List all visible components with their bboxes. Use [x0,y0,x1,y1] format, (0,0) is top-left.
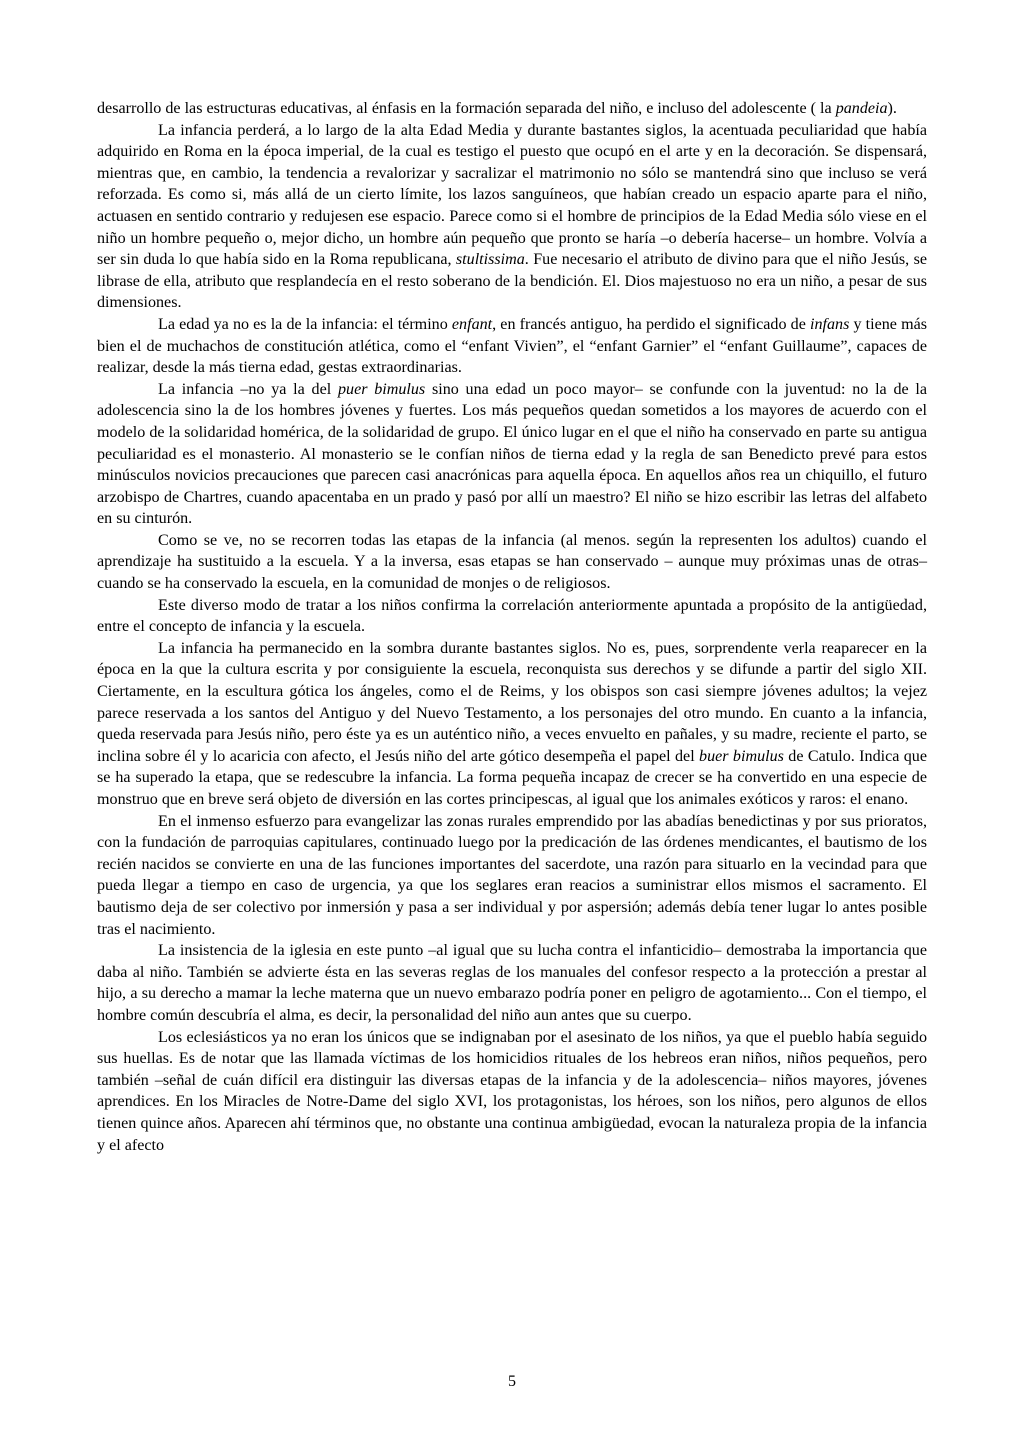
paragraph-2-text: . Fue necesario el atributo de divino para que el niño Jesús, se librase de ella, atributo que resplandecía en el resto soberano de la bendición. El. Dios majestuoso no era un niño, a pesar de sus dimensiones. [97,251,927,312]
italic-term-pandeia: pandeia [835,100,888,117]
paragraph-4-text: sino una edad un poco mayor– se confunde con la juventud: no la de la adolescencia sino la de los hombres jóvenes y fuertes. Los más pequeños quedan sometidos a los mayores de acuerdo con el modelo de la solidaridad homérica, de la solidaridad de grupo. El único lugar en el que el niño ha conservado en parte su antigua peculiaridad es el monasterio. Al monasterio se le confían niños de tierna edad y la regla de san Benedicto prevé para estos minúsculos novicios precauciones que parecen casi anacrónicas para aquella época. En aquellos años rea un chiquillo, el futuro arzobispo de Chartres, cuando apacentaba en un prado y pasó por allí un maestro? El niño se hizo escribir las letras del alfabeto en su cinturón. [97,380,928,528]
paragraph-2 [97,120,927,314]
italic-term-buer-bimulus: buer bimulus [699,747,784,765]
paragraph-1 [97,98,927,120]
document-body [97,98,927,1156]
paragraph-10-text: Los eclesiásticos ya no eran los únicos que se indignaban por el asesinato de los niños, ya que el pueblo había seguido sus huellas. Es de notar que las llamada víctimas de los homicidios rituales de los hebreos eran niños, niños pequeños, pero también –señal de cuán difícil era distinguir las diversas etapas de la infancia y de la adolescencia– niños mayores, jóvenes aprendices. En los Miracles de Notre-Dame del siglo XVI, los protagonistas, los héroes, son los niños, pero algunos de ellos tienen quince años. Aparecen ahí términos que, no obstante una continua ambigüedad, evocan la naturaleza propia de la infancia y el afecto [97,1028,927,1154]
paragraph-6 [97,595,927,638]
paragraph-4 [97,379,927,530]
paragraph-4-text: La infancia –no ya la del [158,380,338,398]
italic-term-stultissima: stultissima [455,251,525,269]
italic-term-infans: infans [809,315,850,333]
paragraph-6-text: Este diverso modo de tratar a los niños confirma la correlación anteriormente apuntada a propósito de la antigüedad, entre el concepto de infancia y la escuela. [97,596,927,636]
paragraph-2-text: La infancia perderá, a lo largo de la alta Edad Media y durante bastantes siglos, la acentuada peculiaridad que había adquirido en Roma en la época imperial, de la cual es testigo el puesto que ocupó en el arte y en la decoración. Se dispensará, mientras que, en cambio, la tendencia a revalorizar y sacralizar el matrimonio no sólo se mantendrá sino que incluso se verá reforzada. Es como si, más allá de un cierto límite, los lazos sanguíneos, que habían creado un espacio aparte para el niño, actuasen en sentido contrario y redujesen ese espacio. Parece como si el hombre de principios de la Edad Media sólo viese en el niño un hombre pequeño o, mejor dicho, un hombre aún pequeño que pronto se haría –o debería hacerse– un hombre. Volvía a ser sin duda lo que había sido en la Roma republicana, [97,121,927,269]
italic-term-enfant: enfant [451,315,493,333]
paragraph-5-text: Como se ve, no se recorren todas las etapas de la infancia (al menos. según la representen los adultos) cuando el aprendizaje ha sustituido a la escuela. Y a la inversa, esas etapas se han conservado – aunque muy próximas unas de otras– cuando se ha conservado la escuela, en la comunidad de monjes o de religiosos. [97,531,927,593]
paragraph-5 [97,530,927,595]
paragraph-7-text: de Catulo. Indica que se ha superado la etapa, que se redescubre la infancia. La forma pequeña incapaz de crecer se ha convertido en una especie de monstruo que en breve será objeto de diversión en las cortes principescas, al igual que los animales exóticos y raros: el enano. [97,747,927,808]
paragraph-7-text: La infancia ha permanecido en la sombra durante bastantes siglos. No es, pues, sorprendente verla reaparecer en la época en la que la cultura escrita y por consiguiente la escuela, reconquista sus derechos y se difunde a partir del siglo XII. Ciertamente, en la escultura gótica los ángeles, como el de Reims, y los obispos son casi siempre jóvenes adultos; la vejez parece reservada a los santos del Antiguo y del Nuevo Testamento, a los personajes del otro mundo. En cuanto a la infancia, queda reservada para Jesús niño, pero éste ya es un auténtico niño, a veces envuelto en pañales, y su madre, reciente el parto, se inclina sobre él y lo acaricia con afecto, el Jesús niño del arte gótico desempeña el papel del [97,639,927,765]
paragraph-3-text: , en francés antiguo, ha perdido el significado de [492,315,810,333]
paragraph-8-text: En el inmenso esfuerzo para evangelizar las zonas rurales emprendido por las abadías benedictinas y por sus prioratos, con la fundación de parroquias capitulares, continuado luego por la predicación de las órdenes mendicantes, el bautismo de los recién nacidos se convierte en una de las funciones importantes del sacerdote, una razón para situarlo en la vecindad para que pueda llegar a tiempo en caso de urgencia, ya que los seglares eran reacios a suministrar ellos mismos el sacramento. El bautismo deja de ser colectivo por inmersión y pasa a ser individual y por aspersión; además debía tener lugar lo antes posible tras el nacimiento. [97,812,927,938]
paragraph-9-text: La insistencia de la iglesia en este punto –al igual que su lucha contra el infanticidio– demostraba la importancia que daba al niño. También se advierte ésta en las severas reglas de los manuales del confesor respecto a la protección a prestar al hijo, a su derecho a mamar la leche materna que un nuevo embarazo podría poner en peligro de agotamiento... Con el tiempo, el hombre común descubría el alma, es decir, la personalidad del niño aun antes que su cuerpo. [97,942,927,1024]
paragraph-3 [97,314,927,379]
paragraph-10 [97,1027,927,1157]
paragraph-1-text: ). [887,100,897,117]
paragraph-9 [97,940,927,1026]
paragraph-1-text: desarrollo de las estructuras educativas, al énfasis en la formación separada del niño, e incluso del adolescente ( la [97,100,836,117]
page-number: 5 [508,1373,516,1390]
paragraph-3-text: La edad ya no es la de la infancia: el término [158,315,452,333]
paragraph-7 [97,638,927,811]
italic-term-puer-bimulus: puer bimulus [337,380,426,398]
paragraph-3-text: y tiene más bien el de muchachos de constitución atlética, como el “enfant Vivien”, el “enfant Garnier” el “enfant Guillaume”, capaces de realizar, desde la más tierna edad, gestas extraordinarias. [97,315,927,377]
paragraph-8 [97,811,927,941]
